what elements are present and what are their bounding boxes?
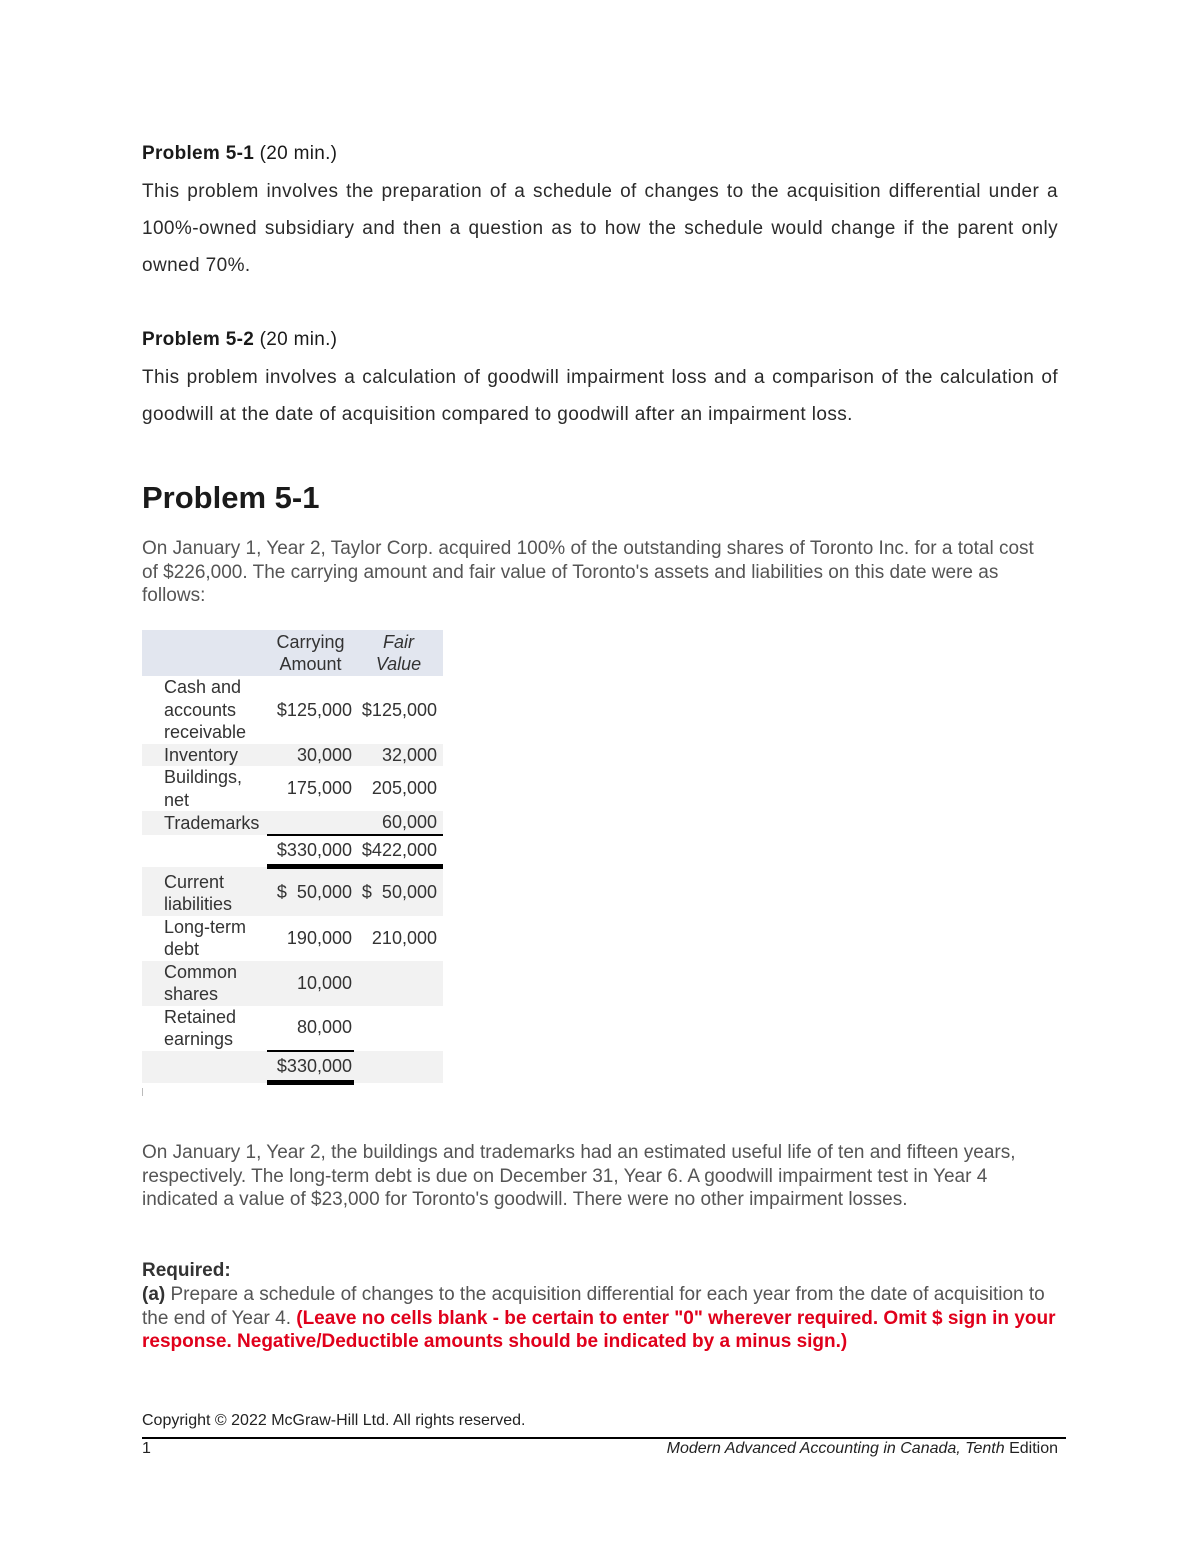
- table-row: Current liabilities $ 50,000 $ 50,000: [142, 867, 443, 916]
- table-row-total-assets: [142, 835, 443, 867]
- problem-5-2-summary-heading: [142, 329, 337, 351]
- cell-carrying: [267, 811, 354, 835]
- table-row: Common shares 10,000: [142, 961, 443, 1006]
- cell-fair: 205,000: [354, 766, 443, 811]
- problem-5-1-summary-text: This problem involves the preparation of a schedule of changes to the acquisition differential under a 100%-owned subsidiary and then a question as to how the schedule would change if the parent only owned 70%.: [142, 181, 1058, 276]
- requirement-a: [142, 1283, 1062, 1354]
- footer-divider: [142, 1437, 1066, 1439]
- header-carrying-amount: Carrying Amount: [267, 630, 354, 676]
- requirement-a-text: Prepare a schedule of changes to the acquisition differential for each year from the date of acquisition to the end of Year 4.: [142, 1284, 1045, 1329]
- header-fair-value: Fair Value: [354, 630, 443, 676]
- book-title-italic: Modern Advanced Accounting in Canada, Tenth: [666, 1440, 1005, 1457]
- problem-paragraph-1: On January 1, Year 2, Taylor Corp. acquired 100% of the outstanding shares of Toronto Inc. for a total cost of $226,000. The carrying amount and fair value of Toronto's assets and liabilities on this date were as follows:: [142, 538, 1034, 606]
- cell-carrying-total: $330,000: [267, 1051, 354, 1083]
- cell-carrying: 80,000: [267, 1006, 354, 1051]
- problem-title: Problem 5-1: [142, 480, 320, 515]
- cell-carrying: 190,000: [267, 916, 354, 961]
- table-row: Cash and accounts receivable $125,000 $125,000: [142, 676, 443, 744]
- cell-carrying: $125,000: [267, 676, 354, 744]
- table-row-total-equity: [142, 1051, 443, 1083]
- table-row: Buildings, net 175,000 205,000: [142, 766, 443, 811]
- cell-fair: 32,000: [354, 744, 443, 767]
- problem-5-1-summary-time: (20 min.): [254, 143, 338, 164]
- cell-fair: 60,000: [354, 811, 443, 835]
- problem-5-2-summary-text: This problem involves a calculation of goodwill impairment loss and a comparison of the calculation of goodwill at the date of acquisition compared to goodwill after an impairment loss.: [142, 367, 1058, 425]
- table-row: Long-term debt 190,000 210,000: [142, 916, 443, 961]
- requirement-a-instruction: (Leave no cells blank - be certain to enter "0" wherever required. Omit $ sign in your response. Negative/Deductible amounts should be indicated by a minus sign.): [142, 1307, 1056, 1352]
- table-row: Inventory 30,000 32,000: [142, 744, 443, 767]
- problem-5-2-summary-time: (20 min.): [254, 329, 338, 350]
- copyright-notice: Copyright © 2022 McGraw-Hill Ltd. All rights reserved.: [142, 1412, 526, 1429]
- required-label: Required:: [142, 1260, 231, 1281]
- cell-fair: [354, 961, 443, 1006]
- problem-5-1-summary-title: Problem 5-1: [142, 143, 255, 164]
- cell-fair: $ 50,000: [354, 867, 443, 916]
- cell-carrying: 10,000: [267, 961, 354, 1006]
- cell-fair: 210,000: [354, 916, 443, 961]
- table-row: Retained earnings 80,000: [142, 1006, 443, 1051]
- balance-table: [142, 630, 443, 1085]
- cell-carrying: 30,000: [267, 744, 354, 767]
- book-title-suffix: Edition: [1004, 1440, 1058, 1457]
- book-title: [667, 1440, 1058, 1458]
- problem-5-1-summary-heading: [142, 143, 337, 165]
- problem-paragraph-2: On January 1, Year 2, the buildings and trademarks had an estimated useful life of ten and fifteen years, respectively. The long-term debt is due on December 31, Year 6. A goodwill impairment test in Year 4 indicated a value of $23,000 for Toronto's goodwill. There were no other impairment losses.: [142, 1142, 1016, 1210]
- cell-fair-total: [354, 1051, 443, 1083]
- cell-carrying: $ 50,000: [267, 867, 354, 916]
- requirement-a-label: (a): [142, 1284, 166, 1305]
- table-row: Trademarks 60,000: [142, 811, 443, 835]
- divider-mark: [142, 1088, 143, 1096]
- cell-fair: $125,000: [354, 676, 443, 744]
- table-header-row: [142, 630, 443, 676]
- page-number: 1: [142, 1440, 151, 1457]
- problem-5-2-summary-title: Problem 5-2: [142, 329, 255, 350]
- cell-fair: [354, 1006, 443, 1051]
- cell-carrying: 175,000: [267, 766, 354, 811]
- cell-fair-total: $422,000: [354, 835, 443, 867]
- cell-carrying-total: $330,000: [267, 835, 354, 867]
